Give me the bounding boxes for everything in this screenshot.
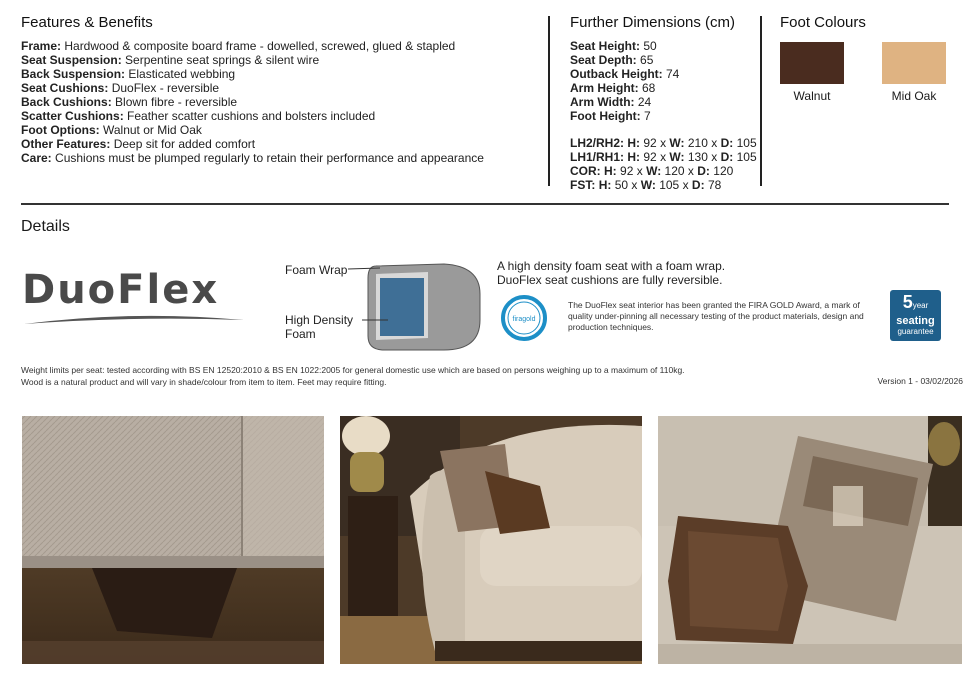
model-name: LH1/RH1: <box>570 150 625 164</box>
dimension-value: 74 <box>662 67 680 81</box>
model-row <box>570 178 755 192</box>
width-label: W: <box>669 150 685 164</box>
depth-label: D: <box>691 178 705 192</box>
divider-vertical-1 <box>548 16 550 186</box>
feature-label: Other Features: <box>21 137 111 151</box>
dimension-value: 24 <box>634 95 652 109</box>
fira-gold-icon <box>500 294 548 342</box>
fira-badge-text: firagold <box>512 316 536 323</box>
swatch-walnut-color <box>780 42 844 84</box>
award-text: The DuoFlex seat interior has been granted the FIRA GOLD Award, a mark of quality under-pinning all necessary testing of the product materials, design and production techniques. <box>568 300 864 332</box>
separator: x <box>660 150 667 164</box>
notes-line-1: Weight limits per seat: tested according with BS EN 12520:2010 & BS EN 1022:2005 for general domestic use which are based on persons weighing up to a maximum of 110kg. <box>21 365 685 375</box>
feature-value: Deep sit for added comfort <box>110 137 256 151</box>
model-depth: 78 <box>707 178 722 192</box>
separator: x <box>636 164 643 178</box>
fira-gold-badge <box>500 294 548 342</box>
feature-value: Blown fibre - reversible <box>111 95 238 109</box>
feature-label: Care: <box>21 151 52 165</box>
foot-colours-title: Foot Colours <box>780 14 866 31</box>
guarantee-unit: year <box>912 301 929 310</box>
notes <box>21 364 685 388</box>
version-label: Version 1 - 03/02/2026 <box>877 376 963 386</box>
dimension-label: Arm Width: <box>570 95 635 109</box>
features-title: Features & Benefits <box>21 14 153 31</box>
dimension-label: Seat Height: <box>570 39 641 53</box>
dimensions-list <box>570 39 755 123</box>
separator: x <box>631 178 638 192</box>
depth-label: D: <box>720 136 734 150</box>
photo-sofa-corner-image <box>340 416 642 664</box>
feature-label: Scatter Cushions: <box>21 109 124 123</box>
guarantee-line-2: seating <box>896 315 935 327</box>
photo-cushions <box>658 416 962 664</box>
notes-line-2: Wood is a natural product and will vary in shade/colour from item to item. Feet may require fitting. <box>21 377 387 387</box>
model-height: 92 <box>643 136 657 150</box>
model-row <box>570 136 755 150</box>
height-label: H: <box>627 150 641 164</box>
feature-label: Back Suspension: <box>21 67 126 81</box>
swatch-mid-oak <box>874 42 954 103</box>
feature-row <box>21 81 541 95</box>
feature-value: Walnut or Mid Oak <box>99 123 202 137</box>
depth-label: D: <box>720 150 734 164</box>
feature-row <box>21 39 541 53</box>
model-depth: 105 <box>736 136 757 150</box>
dimensions-section <box>570 14 755 192</box>
cushion-diagram <box>284 258 494 354</box>
model-height: 50 <box>614 178 629 192</box>
model-height: 92 <box>620 164 634 178</box>
feature-row <box>21 123 541 137</box>
photo-cushions-image <box>658 416 962 664</box>
model-row <box>570 164 755 178</box>
dimension-value: 50 <box>640 39 657 53</box>
dimension-row <box>570 81 755 95</box>
feature-value: Cushions must be plumped regularly to retain their performance and appearance <box>51 151 484 165</box>
feature-row <box>21 53 541 67</box>
feature-value: Serpentine seat springs & silent wire <box>121 53 320 67</box>
guarantee-line-3: guarantee <box>897 327 934 336</box>
model-depth: 120 <box>713 164 734 178</box>
swatch-walnut-label: Walnut <box>793 89 831 103</box>
features-list <box>21 39 541 165</box>
model-width: 210 <box>687 136 708 150</box>
features-section <box>21 14 541 165</box>
separator: x <box>687 164 694 178</box>
separator: x <box>711 136 718 150</box>
dimension-label: Foot Height: <box>570 109 641 123</box>
model-name: COR: <box>570 164 601 178</box>
feature-row <box>21 95 541 109</box>
model-name: LH2/RH2: <box>570 136 625 150</box>
seat-description <box>497 259 725 287</box>
guarantee-badge <box>890 290 941 341</box>
duoflex-logo-text: DuoFlex <box>22 267 220 313</box>
high-density-label: High Density <box>285 313 354 327</box>
height-label: H: <box>627 136 641 150</box>
high-density-label-2: Foam <box>285 327 316 341</box>
feature-label: Foot Options: <box>21 123 100 137</box>
seat-description-line-1: A high density foam seat with a foam wrap. <box>497 259 726 273</box>
guarantee-number: 5 <box>902 292 913 312</box>
model-height: 92 <box>643 150 657 164</box>
model-width: 130 <box>687 150 708 164</box>
width-label: W: <box>669 136 685 150</box>
separator: x <box>711 150 718 164</box>
feature-value: Feather scatter cushions and bolsters included <box>123 109 376 123</box>
swatch-walnut <box>772 42 852 103</box>
height-label: H: <box>598 178 612 192</box>
separator: x <box>660 136 667 150</box>
dimension-value: 7 <box>640 109 651 123</box>
feature-value: Elasticated webbing <box>125 67 236 81</box>
seat-description-line-2: DuoFlex seat cushions are fully reversible. <box>497 273 723 287</box>
logo-swoosh-icon <box>22 312 247 326</box>
feature-label: Back Cushions: <box>21 95 112 109</box>
feature-label: Frame: <box>21 39 62 53</box>
feature-row <box>21 67 541 81</box>
photo-sofa-foot <box>22 416 324 664</box>
dimension-row <box>570 67 755 81</box>
feature-label: Seat Suspension: <box>21 53 122 67</box>
dimension-row <box>570 109 755 123</box>
model-name: FST: <box>570 178 596 192</box>
feature-label: Seat Cushions: <box>21 81 109 95</box>
model-row <box>570 150 755 164</box>
details-title: Details <box>21 218 70 235</box>
width-label: W: <box>646 164 662 178</box>
dimension-label: Seat Depth: <box>570 53 637 67</box>
swatch-mid-oak-label: Mid Oak <box>891 89 937 103</box>
divider-vertical-2 <box>760 16 762 186</box>
width-label: W: <box>640 178 656 192</box>
foot-colours-section <box>780 14 970 103</box>
dimensions-title: Further Dimensions (cm) <box>570 14 736 31</box>
feature-row <box>21 137 541 151</box>
swatch-mid-oak-color <box>882 42 946 84</box>
model-width: 120 <box>664 164 685 178</box>
dimension-value: 68 <box>638 81 656 95</box>
separator: x <box>682 178 689 192</box>
foam-wrap-label: Foam Wrap <box>285 263 348 277</box>
dimension-value: 65 <box>636 53 654 67</box>
height-label: H: <box>604 164 617 178</box>
depth-label: D: <box>697 164 710 178</box>
duoflex-logo <box>22 268 247 330</box>
photo-sofa-corner <box>340 416 642 664</box>
dimension-row <box>570 95 755 109</box>
feature-row <box>21 109 541 123</box>
feature-row <box>21 151 541 165</box>
model-dimensions-list <box>570 136 755 192</box>
feature-value: Hardwood & composite board frame - dowelled, screwed, glued & stapled <box>61 39 456 53</box>
photo-sofa-foot-image <box>22 416 324 664</box>
dimension-row <box>570 53 755 67</box>
dimension-row <box>570 39 755 53</box>
dimension-label: Outback Height: <box>570 67 663 81</box>
divider-horizontal <box>21 203 949 205</box>
feature-value: DuoFlex - reversible <box>108 81 220 95</box>
dimension-label: Arm Height: <box>570 81 639 95</box>
model-width: 105 <box>659 178 680 192</box>
model-depth: 105 <box>736 150 757 164</box>
